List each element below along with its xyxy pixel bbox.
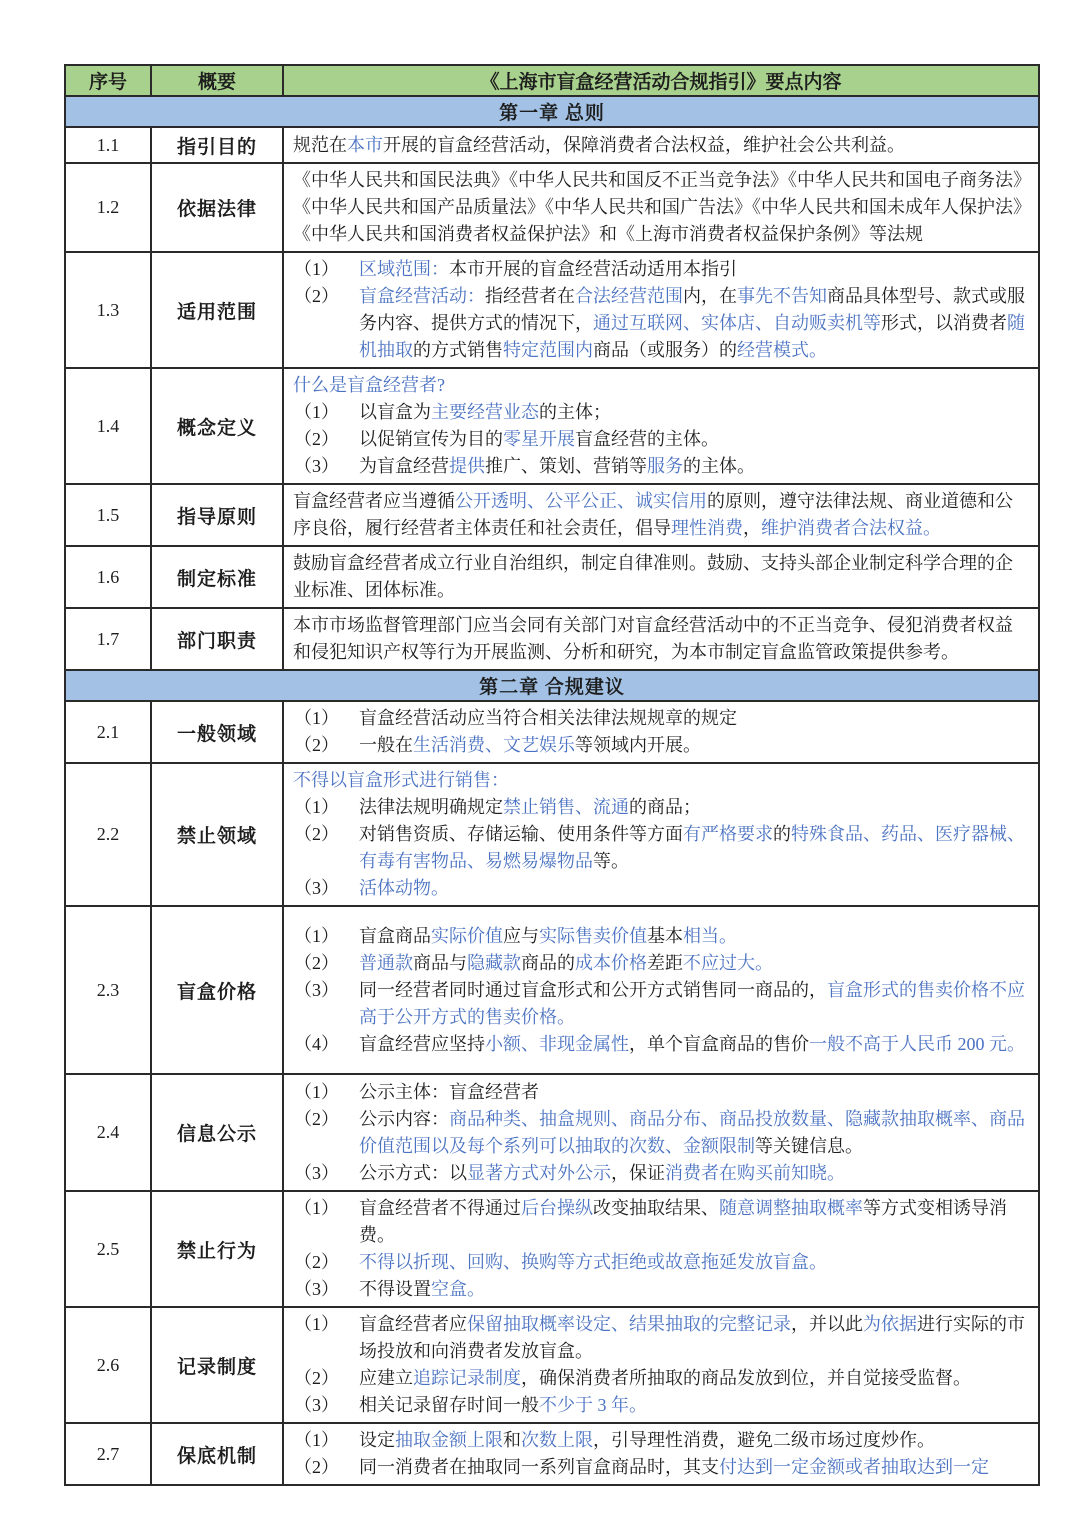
highlight-text: 不得以盲盒形式进行销售： [293, 770, 509, 790]
highlight-text: 理性消费 [671, 518, 743, 538]
highlight-text: 区域范围： [359, 259, 449, 279]
highlight-text: 小额、非现金属性 [485, 1033, 629, 1054]
table-row [65, 163, 1039, 252]
highlight-text: 成本价格 [575, 952, 647, 973]
list-item [284, 1031, 1025, 1058]
body-text: 为盲盒经营 [359, 456, 449, 476]
body-text: 盲盒商品 [359, 925, 431, 946]
row-content [283, 1074, 1039, 1191]
highlight-text: 特殊食品、药品、医疗器械、有毒有害物品、易燃易爆物品 [359, 824, 1025, 871]
body-text: 的原则，遵守法律法规、商业道德和公序良俗，履行经营者主体责任和社会责任，倡导 [293, 491, 1013, 538]
row-content [283, 1191, 1039, 1307]
item-marker: （3） [294, 878, 339, 898]
list-item [284, 1311, 1025, 1365]
body-text: 同一消费者在抽取同一系列盲盒商品时，其支 [359, 1457, 719, 1477]
body-text: 的方式销售 [413, 340, 503, 360]
body-text: ，单个盲盒商品的售价 [629, 1033, 809, 1054]
item-marker: （3） [294, 456, 339, 476]
highlight-text: 随机抽取 [359, 313, 1025, 360]
body-text: 盲盒经营应坚持 [359, 1033, 485, 1054]
table-row [65, 1074, 1039, 1191]
highlight-text: 不少于 3 年。 [539, 1395, 647, 1415]
list-item [284, 1454, 1025, 1481]
table-row [65, 1191, 1039, 1307]
paragraph [284, 372, 1025, 399]
row-summary: 一般领域 [151, 701, 283, 763]
row-number: 2.6 [65, 1307, 151, 1423]
chapter-title: 第二章 合规建议 [65, 670, 1039, 701]
list-item [284, 1276, 1025, 1303]
chapter-band [65, 96, 1039, 127]
row-content [283, 1307, 1039, 1423]
body-text: 的 [773, 824, 791, 844]
body-text: 规范在 [293, 134, 347, 155]
row-content [283, 701, 1039, 763]
body-text: 盲盒经营者应 [359, 1314, 467, 1334]
list-item [284, 1392, 1025, 1419]
highlight-text: 付达到一定金额或者抽取达到一定 [719, 1457, 989, 1477]
highlight-text: 公开透明、公平公正、诚实信用 [455, 491, 707, 511]
highlight-text: 服务 [647, 456, 683, 476]
table-row [65, 368, 1039, 484]
table-row [65, 1423, 1039, 1485]
row-content [283, 484, 1039, 546]
row-summary: 依据法律 [151, 163, 283, 252]
highlight-text: 次数上限 [521, 1430, 593, 1450]
row-number: 2.2 [65, 763, 151, 906]
highlight-text: 后台操纵 [521, 1198, 593, 1218]
paragraph [284, 167, 1025, 248]
row-summary: 信息公示 [151, 1074, 283, 1191]
body-text: 商品与 [413, 952, 467, 973]
item-marker: （2） [294, 1108, 339, 1129]
row-number: 1.2 [65, 163, 151, 252]
highlight-text: 特定范围内 [503, 340, 593, 360]
header-col-index: 序号 [65, 65, 151, 96]
row-summary: 适用范围 [151, 252, 283, 368]
list-item [284, 923, 1025, 950]
body-text: 盲盒经营活动应当符合相关法律法规规章的规定 [359, 708, 737, 728]
item-marker: （2） [294, 1368, 339, 1388]
body-text: 相关记录留存时间一般 [359, 1395, 539, 1415]
paragraph [284, 550, 1025, 604]
body-text: 的商品； [629, 797, 701, 817]
row-summary: 概念定义 [151, 368, 283, 484]
item-marker: （1） [294, 925, 339, 946]
highlight-text: 不应过大。 [683, 952, 773, 973]
body-text: 等方式变相诱导消费。 [359, 1198, 1007, 1245]
body-text: 公示主体：盲盒经营者 [359, 1081, 539, 1102]
highlight-text: 隐藏款 [467, 952, 521, 973]
row-number: 1.3 [65, 252, 151, 368]
list-item [284, 705, 1025, 732]
row-summary: 盲盒价格 [151, 906, 283, 1074]
item-marker: （3） [294, 1162, 339, 1183]
chapter-title: 第一章 总则 [65, 96, 1039, 127]
body-text: 推广、策划、营销等 [485, 456, 647, 476]
list-item [284, 1160, 1025, 1187]
list-item [284, 1106, 1025, 1160]
body-text: 改变抽取结果、 [593, 1198, 719, 1218]
list-item [284, 794, 1025, 821]
item-marker: （2） [294, 429, 339, 449]
body-text: 公示内容： [359, 1108, 449, 1129]
body-text: ，并以此 [791, 1314, 863, 1334]
body-text: 同一经营者同时通过盲盒形式和公开方式销售同一商品的， [359, 979, 827, 1000]
highlight-text: 随意调整抽取概率 [719, 1198, 863, 1218]
row-summary: 禁止领域 [151, 763, 283, 906]
row-summary: 部门职责 [151, 608, 283, 670]
highlight-text: 商品种类、抽盒规则、商品分布、商品投放数量、隐藏款抽取概率、商品价值范围以及每个系列可以抽取的次数、金额限制 [359, 1108, 1025, 1156]
header-col-content: 《上海市盲盒经营活动合规指引》要点内容 [283, 65, 1039, 96]
highlight-text: 活体动物。 [359, 878, 449, 898]
body-text: 商品的 [521, 952, 575, 973]
highlight-text: 实际价值 [431, 925, 503, 946]
list-item [284, 1365, 1025, 1392]
chapter-band [65, 670, 1039, 701]
body-text: 开展的盲盒经营活动，保障消费者合法权益，维护社会公共利益。 [383, 134, 905, 155]
body-text: 鼓励盲盒经营者成立行业自治组织，制定自律准则。鼓励、支持头部企业制定科学合理的企业标准、团体标准。 [293, 553, 1013, 600]
highlight-text: 一般不高于人民币 200 元。 [809, 1033, 1025, 1054]
row-summary: 指引目的 [151, 127, 283, 163]
item-marker: （4） [294, 1033, 339, 1054]
item-marker: （2） [294, 952, 339, 973]
highlight-text: 不得以折现、回购、换购等方式拒绝或故意拖延发放盲盒。 [359, 1252, 827, 1272]
item-marker: （1） [294, 1081, 339, 1102]
highlight-text: 显著方式对外公示 [467, 1162, 611, 1183]
list-item [284, 1079, 1025, 1106]
body-text: 本市市场监督管理部门应当会同有关部门对盲盒经营活动中的不正当竞争、侵犯消费者权益和侵犯知识产权等行为开展监测、分析和研究，为本市制定盲盒监管政策提供参考。 [293, 615, 1013, 662]
body-text: 一般在 [359, 735, 413, 755]
highlight-text: 维护消费者合法权益。 [761, 518, 941, 538]
table-header-row [65, 65, 1039, 96]
body-text: 盲盒经营者应当遵循 [293, 491, 455, 511]
row-content [283, 546, 1039, 608]
list-item [284, 453, 1025, 480]
body-text: 商品具体型号、款式或服务内容、提供方式的情况下， [359, 286, 1025, 333]
body-text: 以促销宣传为目的 [359, 429, 503, 449]
highlight-text: 实际售卖价值 [539, 925, 647, 946]
row-number: 2.5 [65, 1191, 151, 1307]
row-summary: 保底机制 [151, 1423, 283, 1485]
highlight-text: 抽取金额上限 [395, 1430, 503, 1450]
paragraph [284, 488, 1025, 542]
list-item [284, 1249, 1025, 1276]
body-text: 应与 [503, 925, 539, 946]
table-row [65, 127, 1039, 163]
item-marker: （2） [294, 824, 339, 844]
row-number: 2.1 [65, 701, 151, 763]
body-text: 公示方式：以 [359, 1162, 467, 1183]
highlight-text: 零星开展 [503, 429, 575, 449]
highlight-text: 空盒。 [431, 1279, 485, 1299]
row-number: 1.7 [65, 608, 151, 670]
table-row [65, 906, 1039, 1074]
item-marker: （1） [294, 259, 339, 279]
item-marker: （1） [294, 797, 339, 817]
row-summary: 禁止行为 [151, 1191, 283, 1307]
row-content [283, 368, 1039, 484]
body-text: 以盲盒为 [359, 402, 431, 422]
row-summary: 制定标准 [151, 546, 283, 608]
row-content [283, 906, 1039, 1074]
highlight-text: 什么是盲盒经营者? [293, 375, 445, 395]
item-marker: （1） [294, 1198, 339, 1218]
highlight-text: 相当。 [683, 925, 737, 946]
list-item [284, 977, 1025, 1031]
table-row [65, 1307, 1039, 1423]
highlight-text: 普通款 [359, 952, 413, 973]
body-text: 商品（或服务）的 [593, 340, 737, 360]
row-summary: 指导原则 [151, 484, 283, 546]
item-marker: （2） [294, 1252, 339, 1272]
body-text: 差距 [647, 952, 683, 973]
highlight-text: 合法经营范围 [575, 286, 683, 306]
body-text: ，引导理性消费，避免二级市场过度炒作。 [593, 1430, 935, 1450]
body-text: ， [743, 518, 761, 538]
highlight-text: 为依据 [863, 1314, 917, 1334]
body-text: 盲盒经营的主体。 [575, 429, 719, 449]
highlight-text: 追踪记录制度 [413, 1368, 521, 1388]
item-marker: （3） [294, 1395, 339, 1415]
highlight-text: 事先不告知 [737, 286, 827, 306]
header-col-summary: 概要 [151, 65, 283, 96]
list-item [284, 256, 1025, 283]
body-text: 盲盒经营者不得通过 [359, 1198, 521, 1218]
body-text: 指经营者在 [485, 286, 575, 306]
body-text: 的主体。 [683, 456, 755, 476]
highlight-text: 经营模式。 [737, 340, 827, 360]
highlight-text: 主要经营业态 [431, 402, 539, 422]
row-number: 1.5 [65, 484, 151, 546]
list-item [284, 283, 1025, 364]
body-text: 进行实际的市场投放和向消费者发放盲盒。 [359, 1314, 1025, 1361]
item-marker: （3） [294, 1279, 339, 1299]
table-row [65, 701, 1039, 763]
list-item [284, 821, 1025, 875]
table-row [65, 484, 1039, 546]
list-item [284, 875, 1025, 902]
body-text: 本市开展的盲盒经营活动适用本指引 [449, 259, 737, 279]
row-content [283, 763, 1039, 906]
body-text: 和 [503, 1430, 521, 1450]
row-content [283, 252, 1039, 368]
body-text: ，确保消费者所抽取的商品发放到位，并自觉接受监督。 [521, 1368, 971, 1388]
row-number: 2.7 [65, 1423, 151, 1485]
item-marker: （2） [294, 735, 339, 755]
table-row [65, 763, 1039, 906]
highlight-text: 通过互联网、实体店、自动贩卖机等 [593, 313, 881, 333]
body-text: 设定 [359, 1430, 395, 1450]
body-text: 法律法规明确规定 [359, 797, 503, 817]
row-number: 1.6 [65, 546, 151, 608]
row-number: 2.4 [65, 1074, 151, 1191]
highlight-text: 禁止销售、流通 [503, 797, 629, 817]
body-text: 对销售资质、存储运输、使用条件等方面 [359, 824, 683, 844]
row-number: 1.1 [65, 127, 151, 163]
body-text: 等关键信息。 [755, 1135, 863, 1156]
body-text: 等领域内开展。 [575, 735, 701, 755]
item-marker: （2） [294, 286, 339, 306]
row-summary: 记录制度 [151, 1307, 283, 1423]
list-item [284, 1427, 1025, 1454]
body-text: 内，在 [683, 286, 737, 306]
item-marker: （1） [294, 402, 339, 422]
row-number: 1.4 [65, 368, 151, 484]
highlight-text: 消费者在购买前知晓。 [665, 1162, 845, 1183]
list-item [284, 732, 1025, 759]
compliance-guide-table [64, 64, 1040, 1486]
body-text: 《中华人民共和国民法典》《中华人民共和国反不正当竞争法》《中华人民共和国电子商务法》《中华人民共和国产品质量法》《中华人民共和国广告法》《中华人民共和国未成年人保护法》《中华人民共和国消费者权益保护法》和《上海市消费者权益保护条例》等法规 [293, 170, 1022, 244]
row-content [283, 1423, 1039, 1485]
row-content [283, 163, 1039, 252]
item-marker: （2） [294, 1457, 339, 1477]
body-text: ，保证 [611, 1162, 665, 1183]
item-marker: （1） [294, 1430, 339, 1450]
paragraph [284, 132, 1025, 159]
highlight-text: 盲盒形式的售卖价格不应高于公开方式的售卖价格。 [359, 979, 1025, 1027]
list-item [284, 950, 1025, 977]
list-item [284, 399, 1025, 426]
highlight-text: 生活消费、文艺娱乐 [413, 735, 575, 755]
paragraph [284, 612, 1025, 666]
row-content [283, 127, 1039, 163]
body-text: 应建立 [359, 1368, 413, 1388]
item-marker: （1） [294, 708, 339, 728]
item-marker: （1） [294, 1314, 339, 1334]
body-text: 形式，以消费者 [881, 313, 1007, 333]
list-item [284, 426, 1025, 453]
paragraph [284, 767, 1025, 794]
body-text: 不得设置 [359, 1279, 431, 1299]
table-row [65, 546, 1039, 608]
highlight-text: 保留抽取概率设定、结果抽取的完整记录 [467, 1314, 791, 1334]
row-content [283, 608, 1039, 670]
highlight-text: 有严格要求 [683, 824, 773, 844]
row-number: 2.3 [65, 906, 151, 1074]
table-row [65, 608, 1039, 670]
highlight-text: 提供 [449, 456, 485, 476]
body-text: 基本 [647, 925, 683, 946]
body-text: 等。 [593, 851, 629, 871]
list-item [284, 1195, 1025, 1249]
item-marker: （3） [294, 979, 339, 1000]
table-row [65, 252, 1039, 368]
body-text: 的主体； [539, 402, 611, 422]
highlight-text: 本市 [347, 134, 383, 155]
highlight-text: 盲盒经营活动： [359, 286, 485, 306]
